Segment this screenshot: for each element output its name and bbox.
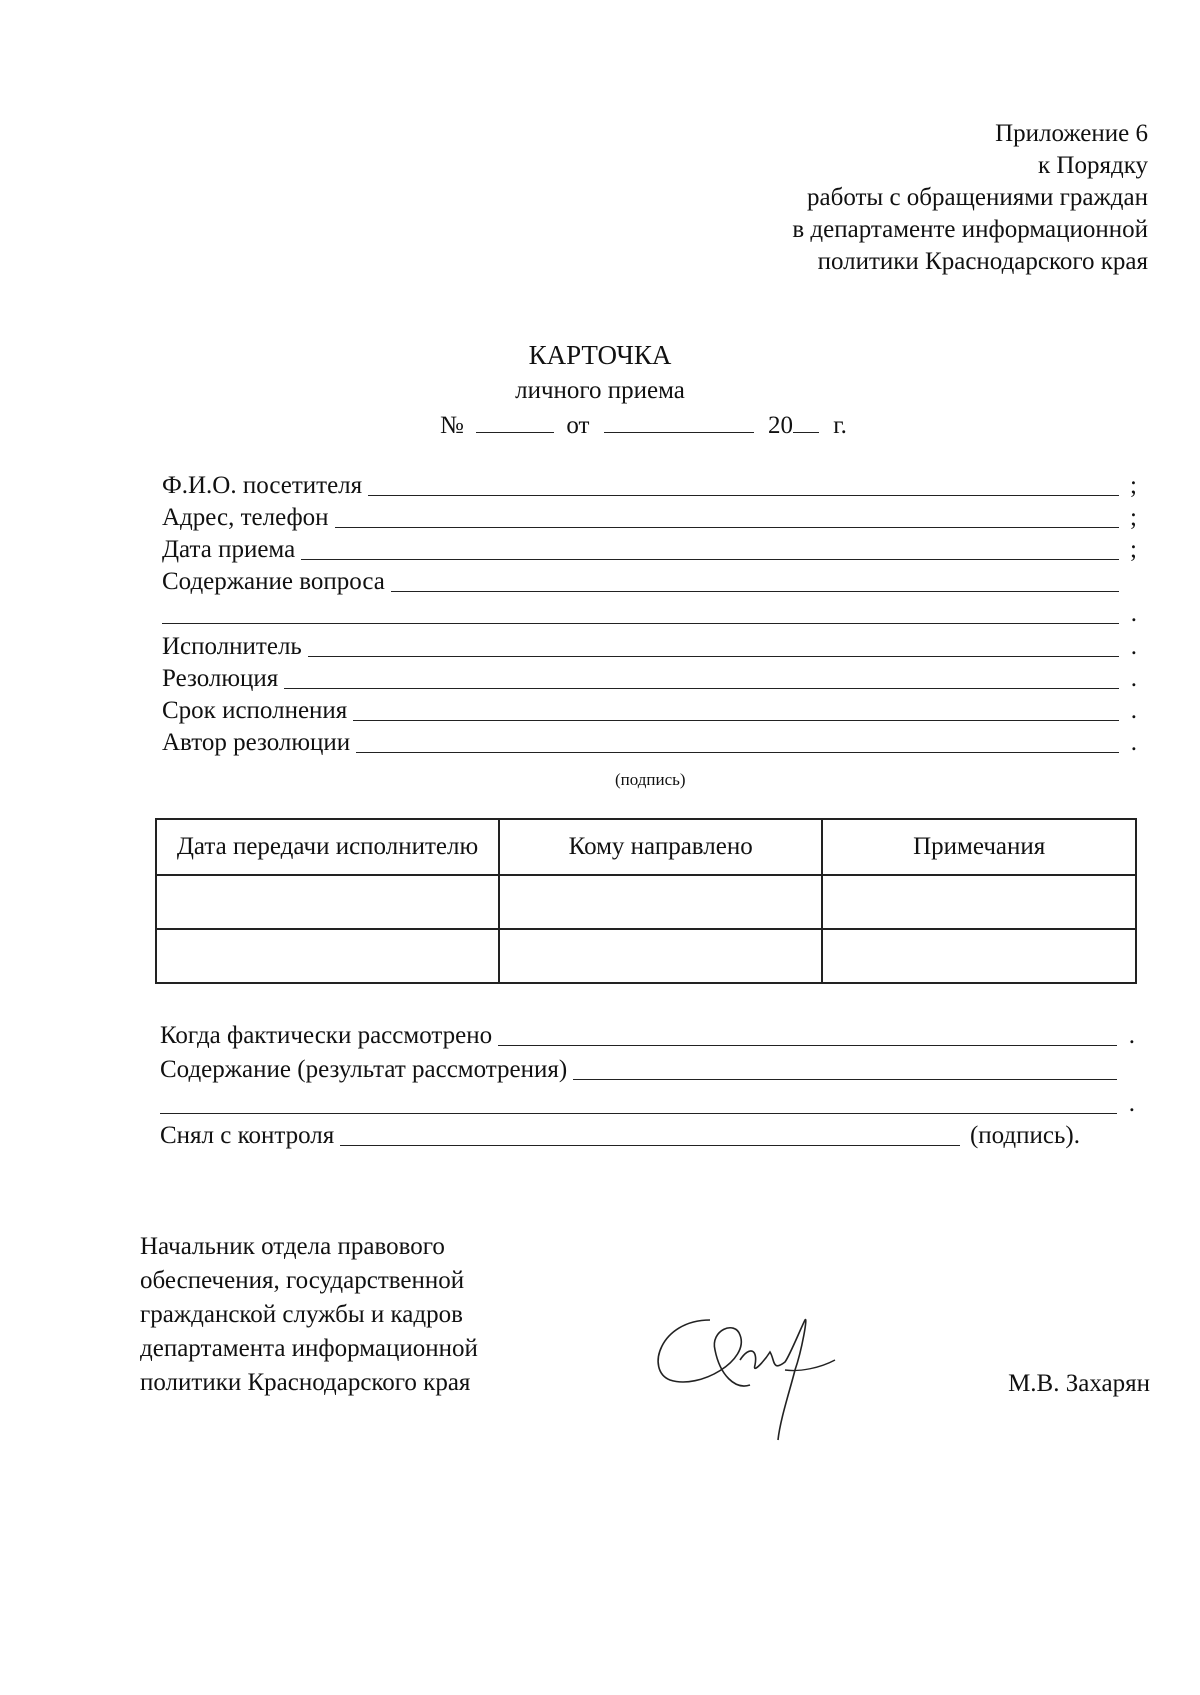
actually-reviewed-input[interactable] — [498, 1027, 1117, 1046]
field-result-content — [160, 1056, 1135, 1084]
table-cell[interactable] — [499, 929, 822, 983]
table-cell[interactable] — [156, 875, 499, 929]
visitor-name-input[interactable] — [368, 477, 1119, 496]
position-line: гражданской службы и кадров — [140, 1301, 463, 1328]
table-cell[interactable] — [499, 875, 822, 929]
field-label: Исполнитель — [162, 633, 302, 660]
table-header-row — [156, 819, 1136, 875]
appendix-line: работы с обращениями граждан — [807, 184, 1148, 211]
question-content-input-cont[interactable] — [162, 605, 1119, 624]
field-label: Когда фактически рассмотрено — [160, 1022, 493, 1049]
appendix-line: политики Краснодарского края — [817, 248, 1148, 275]
signature-caption: (подпись) — [615, 770, 686, 789]
field-label: Содержание (результат рассмотрения) — [160, 1056, 568, 1083]
column-header: Примечания — [822, 819, 1136, 875]
field-actually-reviewed — [160, 1022, 1135, 1050]
date-blank[interactable] — [604, 410, 754, 433]
field-label: Снял с контроля — [160, 1122, 335, 1149]
number-blank[interactable] — [476, 410, 554, 433]
field-question-content — [162, 568, 1137, 596]
field-label: Дата приема — [162, 536, 296, 563]
question-content-input[interactable] — [391, 573, 1119, 592]
table-cell[interactable] — [822, 875, 1136, 929]
year-prefix: 20 — [767, 412, 793, 439]
resolution-input[interactable] — [284, 670, 1119, 689]
field-end-mark: . — [1128, 1090, 1135, 1117]
field-end-mark: . — [1130, 600, 1137, 627]
year-blank[interactable] — [793, 410, 819, 433]
card-subtitle: личного приема — [515, 377, 685, 404]
field-label: Автор резолюции — [162, 729, 351, 756]
result-content-input[interactable] — [573, 1061, 1117, 1080]
field-end-mark: ; — [1130, 472, 1137, 499]
card-number-line — [440, 410, 847, 440]
handwritten-signature — [640, 1290, 860, 1450]
field-label: Резолюция — [162, 665, 279, 692]
column-header: Кому направлено — [499, 819, 822, 875]
position-line: обеспечения, государственной — [140, 1267, 465, 1294]
field-deadline — [162, 697, 1137, 725]
field-reception-date — [162, 536, 1137, 564]
field-end-mark: . — [1130, 729, 1137, 756]
result-content-input-cont[interactable] — [160, 1095, 1117, 1114]
field-label: Содержание вопроса — [162, 568, 385, 595]
field-end-mark: . — [1130, 633, 1137, 660]
field-end-mark: . — [1130, 665, 1137, 692]
card-title: КАРТОЧКА — [528, 340, 672, 370]
field-end-mark: ; — [1130, 536, 1137, 563]
position-line: Начальник отдела правового — [140, 1233, 445, 1260]
position-line: департамента информационной — [140, 1335, 478, 1362]
signer-name: М.В. Захарян — [1008, 1370, 1150, 1397]
appendix-header — [792, 118, 1148, 278]
appendix-line: Приложение 6 — [995, 120, 1148, 147]
reception-date-input[interactable] — [301, 541, 1119, 560]
executor-input[interactable] — [308, 638, 1119, 657]
field-executor — [162, 633, 1137, 661]
field-visitor-name — [162, 472, 1137, 500]
year-suffix: г. — [833, 412, 847, 439]
signer-position — [140, 1230, 478, 1400]
field-question-content-cont — [162, 600, 1137, 628]
field-end-mark: . — [1130, 697, 1137, 724]
appendix-line: в департаменте информационной — [792, 216, 1148, 243]
number-sign: № — [440, 412, 464, 439]
signature-paren: (подпись). — [969, 1122, 1080, 1149]
appendix-line: к Порядку — [1038, 152, 1148, 179]
field-label: Адрес, телефон — [162, 504, 329, 531]
field-address-phone — [162, 504, 1137, 532]
resolution-author-input[interactable] — [356, 734, 1119, 753]
table-cell[interactable] — [822, 929, 1136, 983]
field-removed-from-control — [160, 1122, 1080, 1150]
field-end-mark: . — [1128, 1022, 1135, 1049]
transfer-table — [155, 818, 1137, 984]
deadline-input[interactable] — [353, 702, 1119, 721]
table-row — [156, 875, 1136, 929]
field-label: Срок исполнения — [162, 697, 348, 724]
field-result-content-cont — [160, 1090, 1135, 1118]
table-cell[interactable] — [156, 929, 499, 983]
field-resolution-author — [162, 729, 1137, 757]
field-label: Ф.И.О. посетителя — [162, 472, 363, 499]
address-phone-input[interactable] — [335, 509, 1119, 528]
column-header: Дата передачи исполнителю — [156, 819, 499, 875]
from-word: от — [566, 412, 590, 439]
removed-from-control-input[interactable] — [340, 1127, 960, 1146]
field-end-mark: ; — [1130, 504, 1137, 531]
position-line: политики Краснодарского края — [140, 1369, 471, 1396]
field-resolution — [162, 665, 1137, 693]
table-row — [156, 929, 1136, 983]
